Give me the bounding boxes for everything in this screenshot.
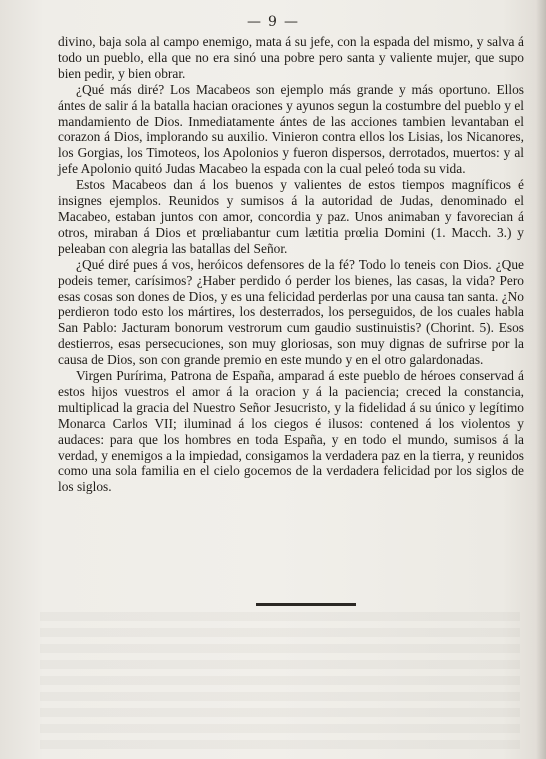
paragraph-5: Virgen Purírima, Patrona de España, amparad á este pueblo de héroes conservad á estos hijos vuestros el amor á la oracion y á la paciencia; creced la constancia, multiplicad la gracia del Nuestro Señor Jesucristo, y la fidelidad á su único y legítimo Monarca Carlos VII; iluminad á los ciegos é ilusos: contened á los violentos y audaces: para que los hombres en toda España, y en todo el mundo, sumisos á la verdad, y enemigos a la impiedad, consigamos la verdadera paz en la tierra, y reunidos como una sola familia en el cielo gocemos de la verdadera felicidad por los siglos de los siglos.: [58, 368, 524, 495]
bleed-through-texture: [40, 612, 520, 752]
paragraph-2: ¿Qué más diré? Los Macabeos son ejemplo más grande y más oportuno. Ellos ántes de salir á la batalla hacian oraciones y ayunos segun la costumbre del pueblo y el mandamiento de Dios. Inmediatamente ántes de las acciones tambien levantaban el corazon á Dios, implorando su auxilio. Vinieron contra ellos los Lisias, los Nicanores, los Gorgias, los Timoteos, los Apolonios y fueron dispersos, derrotados, muertos: y al jefe Apolonio quitó Judas Macabeo la espada con la cual peleó toda su vida.: [58, 81, 524, 177]
body-text: [58, 34, 524, 495]
paragraph-1: divino, baja sola al campo enemigo, mata á su jefe, con la espada del mismo, y salva á todo un pueblo, ella que no era sinó una pobre pero santa y valiente mujer, que supo bien pedir, y bien obrar.: [58, 34, 524, 81]
end-rule: [256, 603, 356, 606]
page-number: — 9 —: [0, 14, 546, 30]
paragraph-3: Estos Macabeos dan á los buenos y valientes de estos tiempos magníficos é insignes ejemplos. Reunidos y sumisos á la autoridad de Judas, denominado el Macabeo, estaban juntos con amor, concordia y paz. Unos animaban y favorecian á otros, miraban á Dios et prœliabantur cum lætitia prœlia Domini (1. Macch. 3.) y peleaban con alegria las batallas del Señor.: [58, 177, 524, 256]
paragraph-4: ¿Qué diré pues á vos, heróicos defensores de la fé? Todo lo teneis con Dios. ¿Que podeis temer, carísimos? ¿Haber perdido ó perder los bienes, las casas, la vida? Pero esas cosas son dones de Dios, y es una felicidad perderlas por una causa tan santa. ¿No perdieron todo esto los mártires, los desterrados, los perseguidos, de los cuales habla San Pablo: Jacturam bonorum vestrorum cum gaudio sustinuistis? (Chorint. 5). Esos destierros, esas persecuciones, son muy gloriosas, son muy dignas de sufrirse por la causa de Dios, son con grande premio en este mundo y en el otro galardonadas.: [58, 256, 524, 368]
page-edge-shadow: [536, 0, 546, 759]
